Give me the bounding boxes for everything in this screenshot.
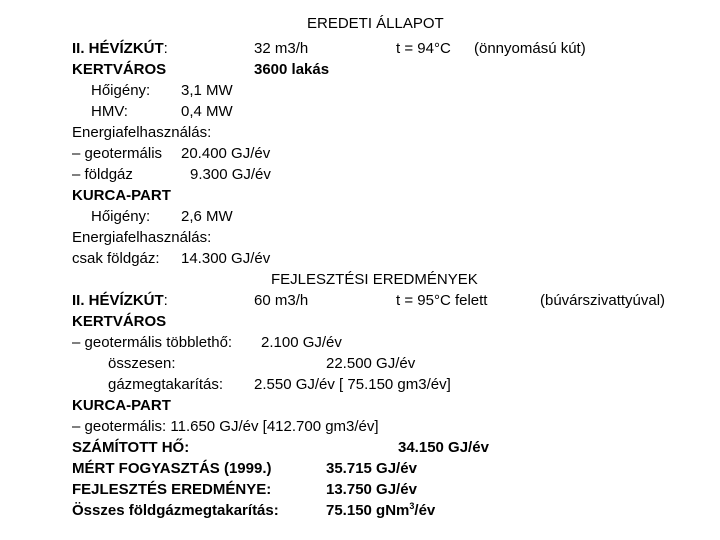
results-hevizkut-note: (búvárszivattyúval) bbox=[540, 292, 666, 309]
kertvaros-geo-value: 20.400 GJ/év bbox=[181, 145, 271, 162]
hevizkut-label-colon: : bbox=[163, 40, 168, 57]
kertvaros-heat-demand-value: 3,1 MW bbox=[181, 82, 233, 99]
kertvaros-heat-demand-label: Hőigény: bbox=[91, 82, 151, 99]
kertvaros-homes: 3600 lakás bbox=[254, 61, 330, 78]
results-gas-saving-label: gázmegtakarítás: bbox=[108, 376, 224, 393]
results-hevizkut-flow: 60 m3/h bbox=[254, 292, 309, 309]
measured-consumption-value: 35.715 GJ/év bbox=[326, 460, 417, 477]
total-gas-saving-value-unit: /év bbox=[414, 502, 436, 519]
results-kurcapart-title: KURCA-PART bbox=[72, 397, 171, 414]
total-gas-saving-value-main: 75.150 gNm bbox=[326, 502, 410, 519]
kurcapart-heat-demand-label: Hőigény: bbox=[91, 208, 151, 225]
original-state-heading: EREDETI ÁLLAPOT bbox=[307, 15, 444, 32]
development-result-value: 13.750 GJ/év bbox=[326, 481, 417, 498]
kertvaros-energy-use-label: Energiafelhasználás: bbox=[72, 124, 212, 141]
results-kurcapart-geo-line: – geotermális: 11.650 GJ/év [412.700 gm3/év] bbox=[72, 418, 379, 435]
results-extra-heat-label: – geotermális többlethő: bbox=[72, 334, 233, 351]
kertvaros-title: KERTVÁROS bbox=[72, 61, 167, 78]
calc-heat-value: 34.150 GJ/év bbox=[398, 439, 489, 456]
results-total-value: 22.500 GJ/év bbox=[326, 355, 416, 372]
hevizkut-label-text: II. HÉVÍZKÚT bbox=[72, 40, 164, 57]
kurcapart-title: KURCA-PART bbox=[72, 187, 171, 204]
total-gas-saving-value-sup: 3 bbox=[409, 501, 415, 511]
kertvaros-hmv-value: 0,4 MW bbox=[181, 103, 233, 120]
hevizkut-flow: 32 m3/h bbox=[254, 40, 309, 57]
kurcapart-heat-demand-value: 2,6 MW bbox=[181, 208, 233, 225]
kurcapart-gas-only-label: csak földgáz: bbox=[72, 250, 160, 267]
total-gas-saving-label: Összes földgázmegtakarítás: bbox=[72, 502, 279, 519]
hevizkut-label bbox=[72, 40, 168, 58]
calc-heat-label: SZÁMÍTOTT HŐ: bbox=[72, 439, 190, 456]
results-hevizkut-temp: t = 95°C felett bbox=[396, 292, 488, 309]
results-hevizkut-label bbox=[72, 292, 168, 310]
results-hevizkut-label-text: II. HÉVÍZKÚT bbox=[72, 292, 164, 309]
measured-consumption-label: MÉRT FOGYASZTÁS (1999.) bbox=[72, 460, 272, 477]
results-total-label: összesen: bbox=[108, 355, 176, 372]
kertvaros-hmv-label: HMV: bbox=[91, 103, 128, 120]
total-gas-saving-value bbox=[326, 502, 435, 520]
hevizkut-note: (önnyomású kút) bbox=[474, 40, 586, 57]
results-extra-heat-value: 2.100 GJ/év bbox=[261, 334, 342, 351]
kurcapart-energy-use-label: Energiafelhasználás: bbox=[72, 229, 212, 246]
results-gas-saving-value: 2.550 GJ/év [ 75.150 gm3/év] bbox=[254, 376, 451, 393]
hevizkut-temp: t = 94°C bbox=[396, 40, 451, 57]
kertvaros-gas-value: 9.300 GJ/év bbox=[190, 166, 271, 183]
kurcapart-gas-only-value: 14.300 GJ/év bbox=[181, 250, 271, 267]
results-hevizkut-label-colon: : bbox=[163, 292, 168, 309]
results-kertvaros-title: KERTVÁROS bbox=[72, 313, 167, 330]
kertvaros-geo-label: – geotermális bbox=[72, 145, 163, 162]
kertvaros-gas-label: – földgáz bbox=[72, 166, 133, 183]
results-heading: FEJLESZTÉSI EREDMÉNYEK bbox=[271, 271, 478, 288]
development-result-label: FEJLESZTÉS EREDMÉNYE: bbox=[72, 481, 272, 498]
